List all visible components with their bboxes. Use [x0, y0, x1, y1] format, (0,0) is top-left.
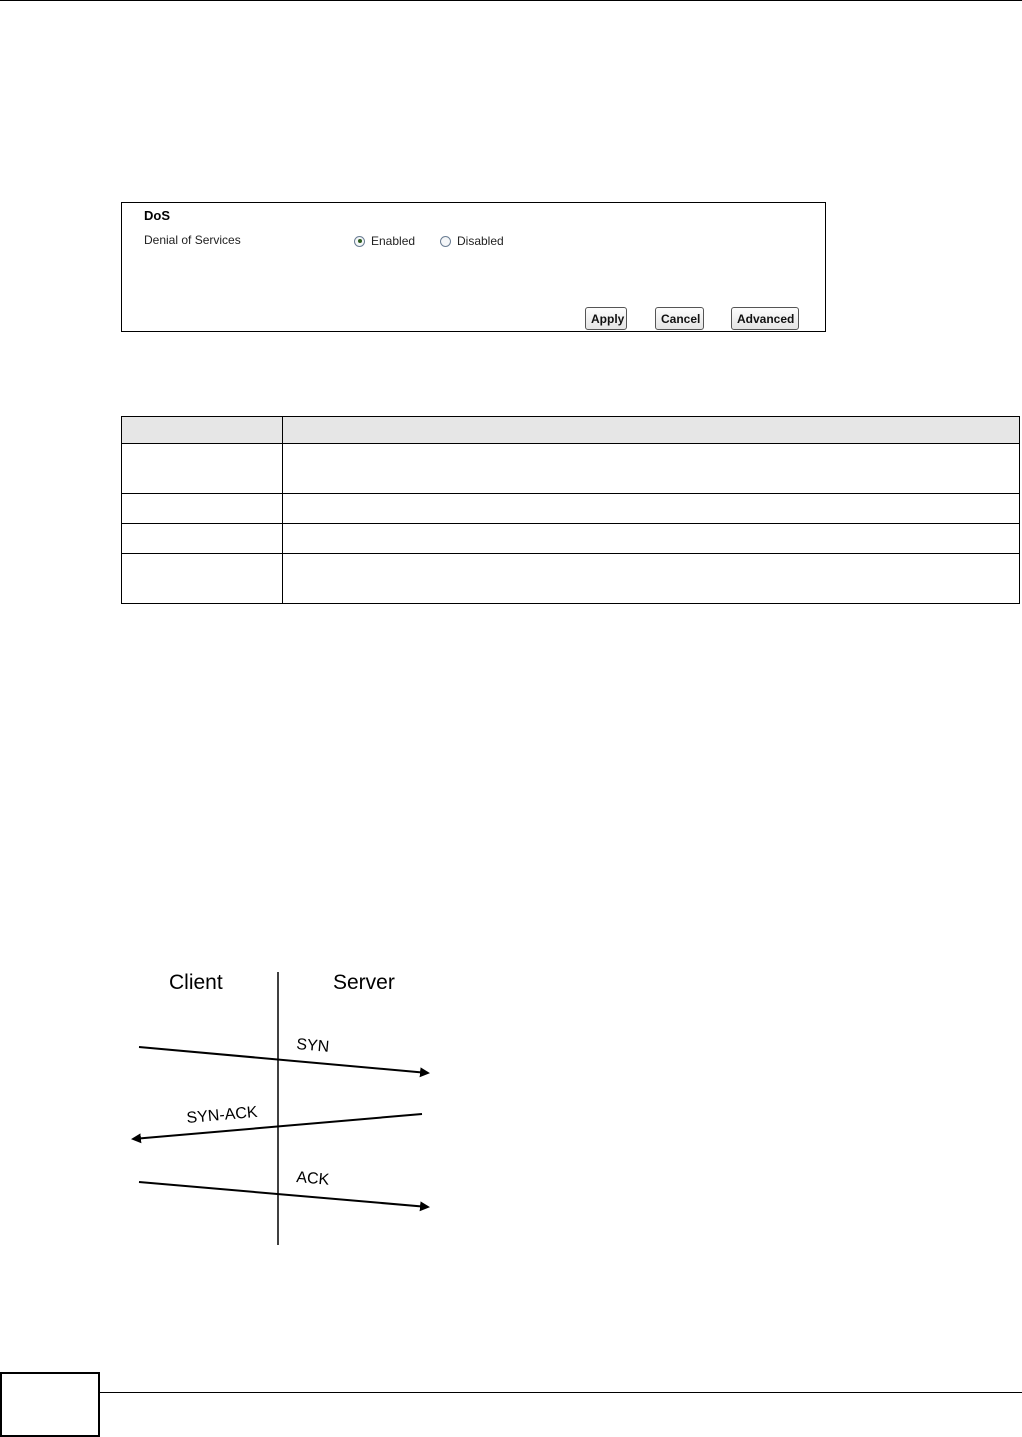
table-header-description [283, 417, 1020, 444]
table-cell-description [283, 444, 1020, 494]
enabled-radio-icon[interactable] [354, 236, 365, 247]
table-cell-label [122, 494, 283, 524]
disabled-radio-icon[interactable] [440, 236, 451, 247]
panel-title: DoS [144, 208, 170, 223]
server-label: Server [333, 971, 395, 994]
table-cell-label [122, 554, 283, 604]
disabled-radio-option[interactable] [440, 234, 504, 248]
table-row [122, 554, 1020, 604]
cancel-button[interactable]: Cancel [655, 307, 704, 330]
dos-panel [121, 202, 826, 332]
table-header-label [122, 417, 283, 444]
disabled-radio-label: Disabled [457, 234, 504, 248]
table-row [122, 524, 1020, 554]
enabled-radio-option[interactable] [354, 234, 415, 248]
table-cell-description [283, 494, 1020, 524]
syn-ack-label: SYN-ACK [185, 1103, 259, 1127]
syn-label: SYN [295, 1036, 330, 1056]
table-cell-description [283, 554, 1020, 604]
footer-rule [0, 1392, 1022, 1393]
syn-arrow [139, 1047, 428, 1073]
client-label: Client [169, 971, 223, 994]
field-description-table [121, 416, 1020, 604]
table-cell-description [283, 524, 1020, 554]
table-cell-label [122, 524, 283, 554]
apply-button[interactable]: Apply [585, 307, 627, 330]
page-number-box [0, 1372, 100, 1437]
handshake-diagram [125, 965, 445, 1250]
ack-label: ACK [295, 1169, 330, 1189]
enabled-radio-label: Enabled [371, 234, 416, 248]
advanced-button[interactable]: Advanced [731, 307, 799, 330]
table-cell-label [122, 444, 283, 494]
ack-arrow [139, 1182, 428, 1207]
table-header-row [122, 417, 1020, 444]
table-row [122, 494, 1020, 524]
table-row [122, 444, 1020, 494]
denial-of-services-label: Denial of Services [144, 233, 241, 247]
header-rule [0, 0, 1022, 1]
